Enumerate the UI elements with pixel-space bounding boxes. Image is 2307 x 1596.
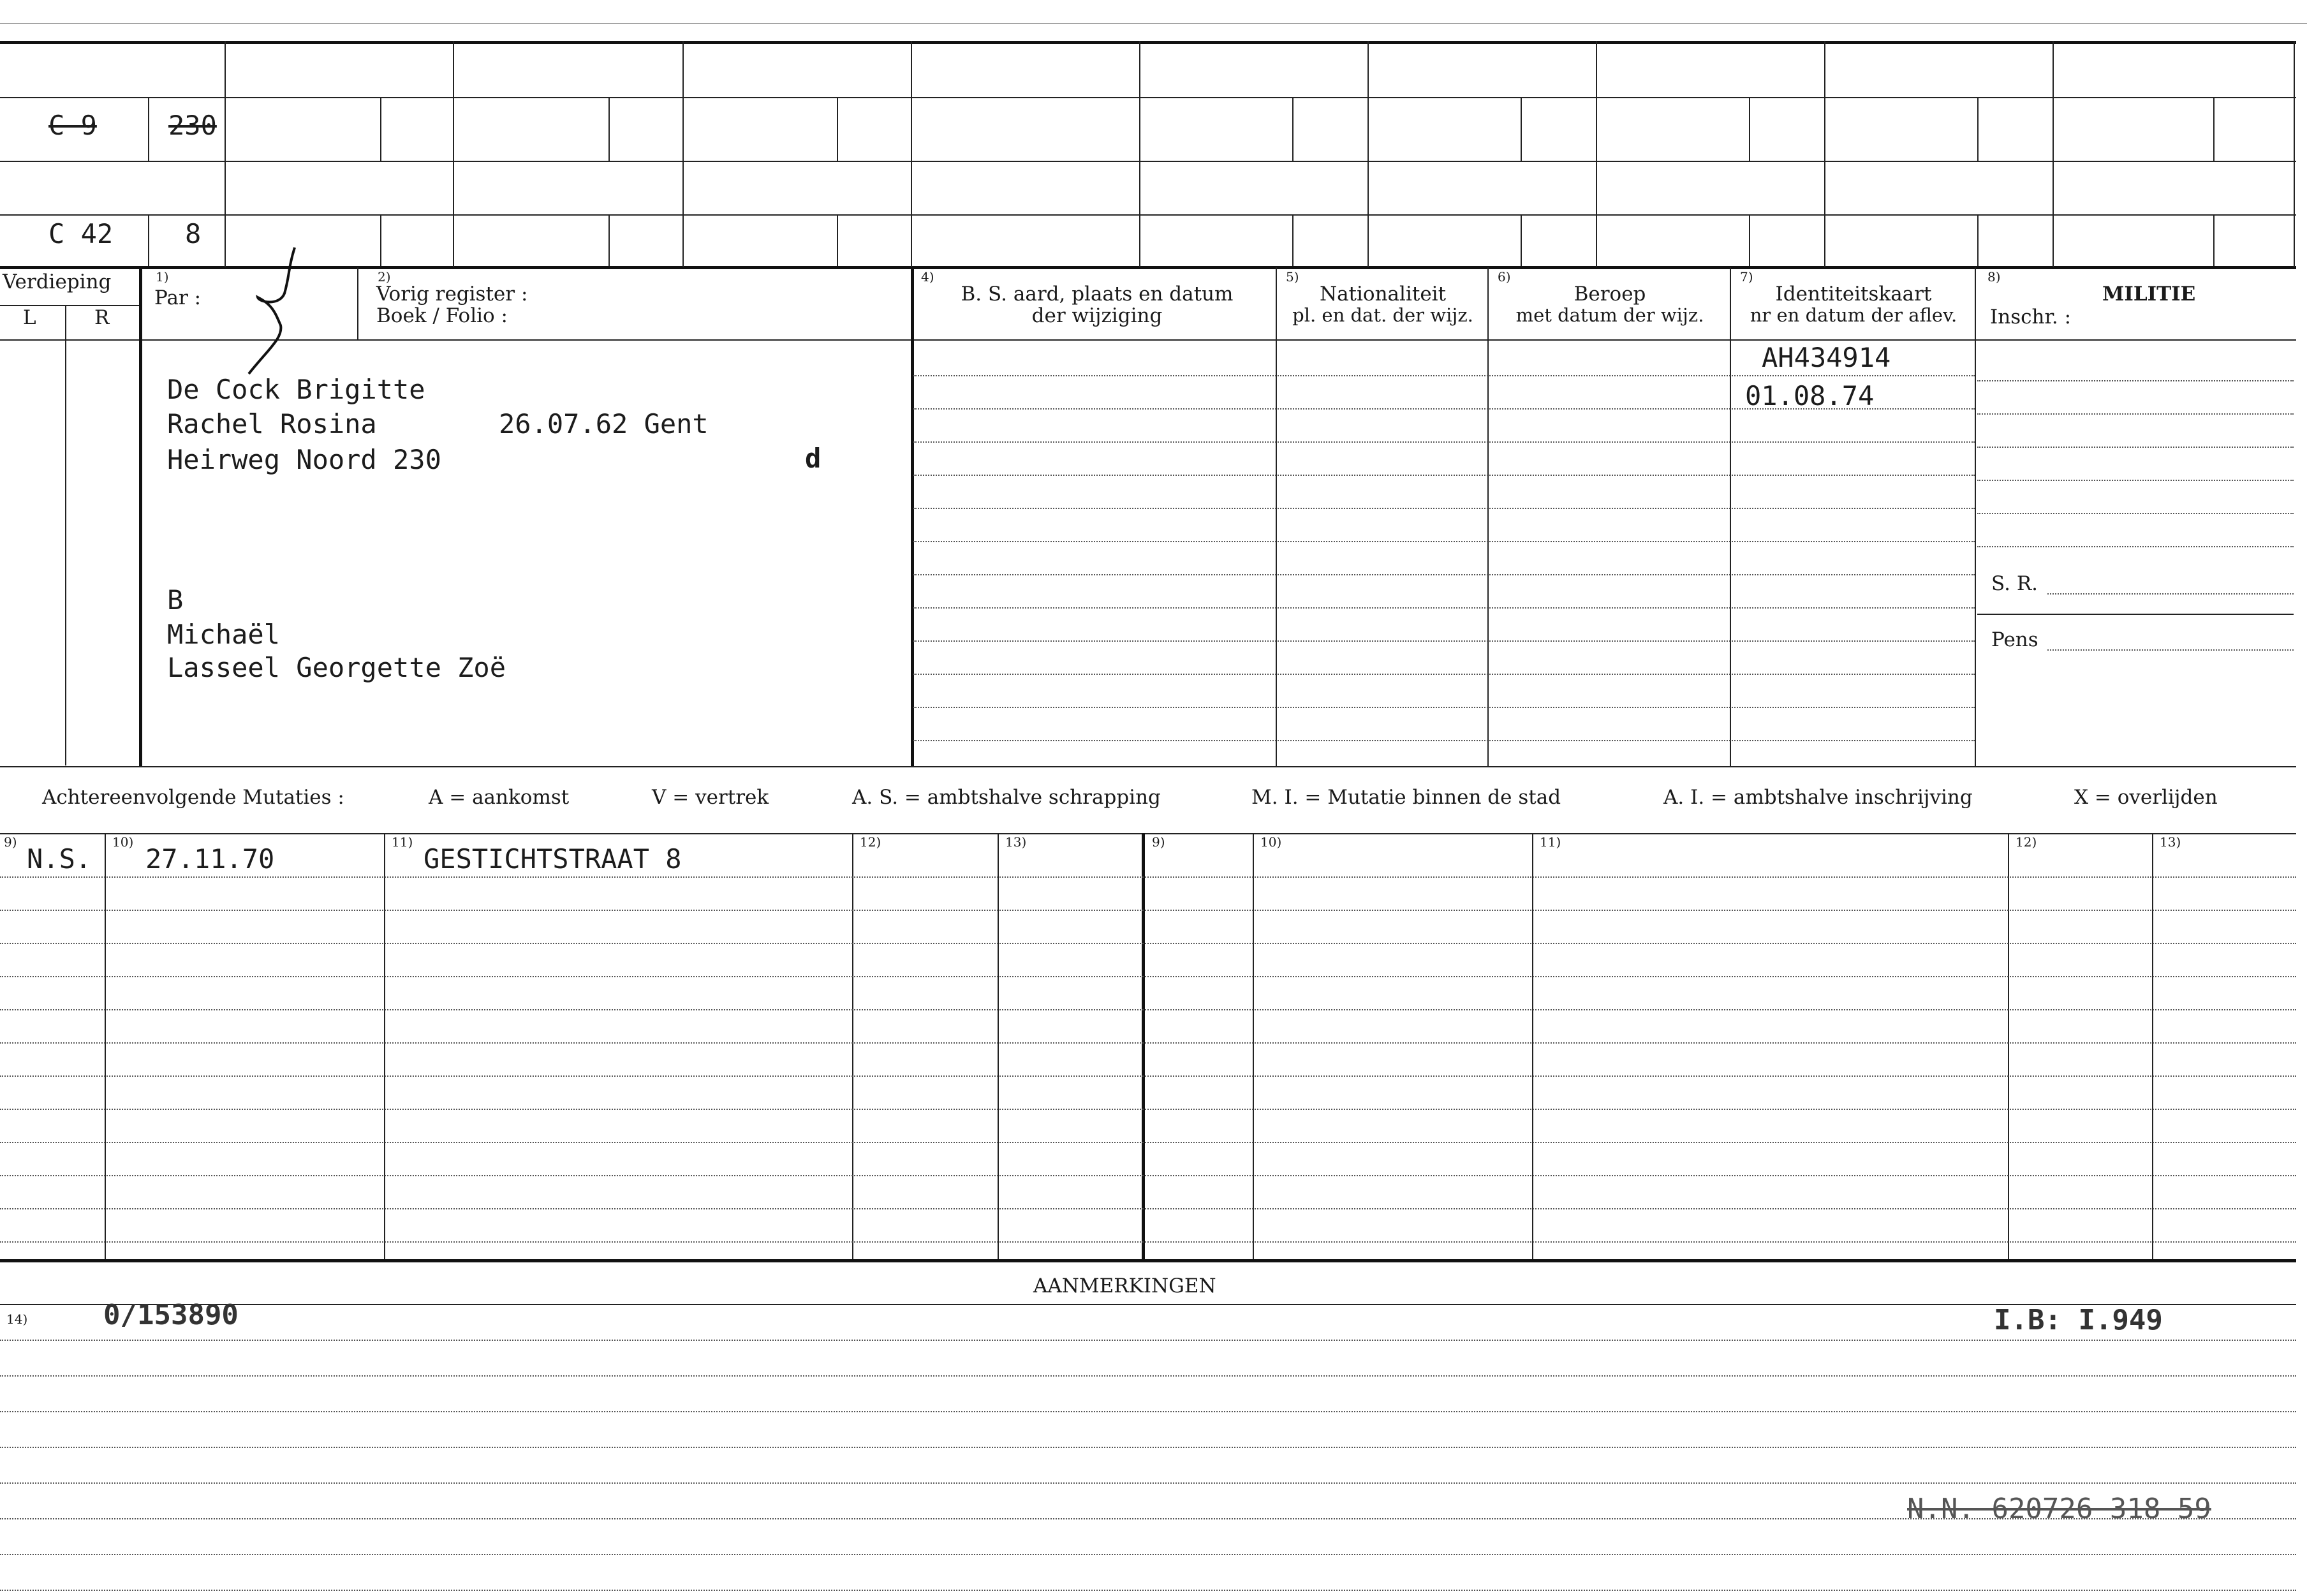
verdieping-divider — [139, 267, 142, 766]
body-bottom — [0, 766, 2296, 767]
grid-subline — [1749, 214, 1750, 266]
grid-subline — [837, 97, 838, 161]
mut-ruled-line — [0, 910, 2296, 911]
militie-line — [1977, 513, 2294, 514]
militie-line — [1977, 480, 2294, 481]
grid-subline — [1292, 214, 1294, 266]
ruled-line — [913, 441, 1975, 443]
grid-subline — [2213, 97, 2215, 161]
mut-ruled-line — [0, 1241, 2296, 1243]
sr-label: S. R. — [1991, 572, 2038, 595]
grid-subline — [2213, 214, 2215, 266]
remarks-reference: 0/153890 — [103, 1299, 239, 1331]
col-10-number: 10) — [112, 834, 134, 850]
field-5-number: 5) — [1286, 269, 1299, 284]
person-address: Heirweg Noord 230 — [167, 444, 441, 475]
mutations-bottom — [0, 1259, 2296, 1262]
ruled-line — [913, 740, 1975, 741]
mut-vline — [105, 833, 106, 1259]
grid-subline — [608, 214, 610, 266]
remarks-ruled-line — [0, 1590, 2296, 1591]
ruled-line — [913, 541, 1975, 542]
grid-line — [0, 97, 2296, 98]
field-2-number: 2) — [378, 269, 391, 284]
sr-fill-line — [2047, 593, 2294, 595]
grid-subline — [1521, 97, 1522, 161]
ruled-line — [913, 607, 1975, 609]
remarks-line — [0, 1304, 2296, 1305]
mut-vline — [1253, 833, 1254, 1259]
field-7-number: 7) — [1740, 269, 1753, 284]
grid-subline — [1977, 214, 1979, 266]
col-r-label: R — [94, 306, 110, 329]
old-code: C 9 — [48, 110, 97, 141]
grid-vline — [2053, 41, 2054, 267]
militie-line — [1977, 380, 2294, 381]
grid-subline — [837, 214, 838, 266]
grid-subline — [1521, 214, 1522, 266]
grid-subline — [1977, 97, 1979, 161]
remarks-title: AANMERKINGEN — [1033, 1275, 1216, 1297]
person-given-names: Rachel Rosina — [167, 408, 377, 440]
grid-subline — [608, 97, 610, 161]
f7-divider — [1730, 267, 1731, 766]
grid-vline — [1367, 41, 1369, 267]
militie-line — [1977, 413, 2294, 415]
remarks-ib: I.B: I.949 — [1994, 1304, 2163, 1336]
ruled-line — [913, 674, 1975, 675]
f6-divider — [1487, 267, 1489, 766]
legend-a: A = aankomst — [429, 786, 570, 809]
legend-as: A. S. = ambtshalve schrapping — [852, 786, 1161, 809]
grid-subline — [380, 97, 381, 161]
nationaliteit-label-2: pl. en dat. der wijz. — [1292, 304, 1473, 326]
mut-ruled-line — [0, 1009, 2296, 1010]
beroep-label-2: met datum der wijz. — [1515, 304, 1704, 326]
grid-vline — [911, 41, 912, 267]
mark-d: d — [805, 443, 822, 474]
mut-ruled-line — [0, 1142, 2296, 1143]
id-card-date: 01.08.74 — [1745, 380, 1875, 411]
mutation-address: GESTICHTSTRAAT 8 — [424, 843, 682, 875]
beroep-label: Beroep — [1574, 283, 1646, 306]
mut-ruled-line — [0, 1042, 2296, 1044]
militie-line — [1977, 447, 2294, 448]
field-8-number: 8) — [1987, 269, 2001, 284]
grid-subline — [1749, 97, 1750, 161]
identiteitskaart-label: Identiteitskaart — [1775, 283, 1932, 306]
col-13b-number: 13) — [2160, 834, 2181, 850]
lr-divider — [65, 305, 66, 765]
mut-ruled-line — [0, 976, 2296, 977]
col-10b-number: 10) — [1260, 834, 1282, 850]
legend-title: Achtereenvolgende Mutaties : — [42, 786, 344, 809]
mut-ruled-line — [0, 1208, 2296, 1209]
pens-label: Pens — [1991, 628, 2038, 651]
f5-divider — [1276, 267, 1277, 766]
grid-line-thick — [0, 266, 2296, 269]
grid-vline — [453, 41, 454, 267]
remarks-ruled-line — [0, 1447, 2296, 1448]
ruled-line — [913, 375, 1975, 376]
field-14-number: 14) — [6, 1312, 28, 1327]
ruled-line — [913, 508, 1975, 509]
grid-vline — [1596, 41, 1597, 267]
legend-ai: A. I. = ambtshalve inschrijving — [1663, 786, 1973, 809]
militie-sr-line — [1977, 614, 2294, 615]
header-bottom — [0, 339, 2296, 341]
grid-vline — [225, 41, 226, 267]
mutation-type: N.S. — [27, 843, 92, 875]
par-mark-signature — [242, 242, 319, 383]
f4-divider — [911, 267, 914, 766]
col-12-number: 12) — [860, 834, 881, 850]
mut-vline — [2152, 833, 2153, 1259]
identiteitskaart-label-2: nr en datum der aflev. — [1750, 304, 1957, 326]
mut-vline — [2008, 833, 2009, 1259]
national-number: N.N. 620726 318 59 — [1907, 1493, 2211, 1525]
col-13-number: 13) — [1005, 834, 1027, 850]
mut-mid-divider — [1142, 833, 1145, 1259]
legend-mi: M. I. = Mutatie binnen de stad — [1251, 786, 1561, 809]
f8-divider — [1975, 267, 1976, 766]
par-label: Par : — [154, 286, 202, 309]
mut-vline — [1532, 833, 1533, 1259]
col-11-number: 11) — [392, 834, 413, 850]
field-1-number: 1) — [156, 269, 169, 284]
inschr-label: Inschr. : — [1990, 306, 2072, 329]
ruled-line — [913, 475, 1975, 476]
grid-line — [0, 161, 2296, 162]
militie-line — [1977, 546, 2294, 547]
grid-vline — [682, 41, 684, 267]
id-card-number: AH434914 — [1762, 342, 1891, 373]
mut-ruled-line — [0, 1175, 2296, 1176]
mut-ruled-line — [0, 1075, 2296, 1077]
legend-x: X = overlijden — [2074, 786, 2218, 809]
grid-subline — [148, 214, 149, 266]
bs-label: B. S. aard, plaats en datum — [961, 283, 1234, 306]
remarks-ruled-line — [0, 1340, 2296, 1341]
mut-vline — [998, 833, 999, 1259]
ruled-line — [913, 707, 1975, 708]
grid-vline — [1139, 41, 1140, 267]
person-birth: 26.07.62 Gent — [499, 408, 709, 440]
col-12b-number: 12) — [2016, 834, 2037, 850]
mut-vline — [384, 833, 385, 1259]
number: 8 — [185, 218, 202, 249]
grid-line — [0, 214, 2296, 216]
col-11b-number: 11) — [1540, 834, 1561, 850]
mut-ruled-line — [0, 1109, 2296, 1110]
mut-vline — [852, 833, 853, 1259]
mut-ruled-line — [0, 943, 2296, 944]
remarks-ruled-line — [0, 1411, 2296, 1412]
legend-v: V = vertrek — [652, 786, 769, 809]
grid-vline — [1824, 41, 1825, 267]
bs-label-2: der wijziging — [1031, 304, 1163, 327]
vorig-register-label: Vorig register : — [376, 283, 528, 306]
pens-fill-line — [2047, 649, 2294, 651]
verdieping-split — [0, 305, 139, 306]
grid-subline — [148, 97, 149, 161]
top-border — [0, 41, 2296, 44]
code: C 42 — [48, 218, 114, 249]
father-name: Michaël — [167, 619, 281, 650]
nationaliteit-label: Nationaliteit — [1319, 283, 1447, 306]
top-edge — [0, 23, 2307, 24]
mark-b: B — [167, 584, 184, 616]
col-l-label: L — [23, 306, 36, 329]
grid-subline — [380, 214, 381, 266]
boek-folio-label: Boek / Folio : — [376, 304, 508, 327]
ruled-line — [913, 640, 1975, 642]
col-9b-number: 9) — [1152, 834, 1165, 850]
person-name: De Cock Brigitte — [167, 374, 425, 405]
mutation-date: 27.11.70 — [145, 843, 275, 875]
grid-vline — [2294, 41, 2295, 267]
remarks-ruled-line — [0, 1554, 2296, 1555]
f2-divider — [357, 267, 358, 339]
field-6-number: 6) — [1498, 269, 1511, 284]
mutations-top — [0, 833, 2296, 834]
col-9-number: 9) — [4, 834, 17, 850]
grid-subline — [1292, 97, 1294, 161]
mother-name: Lasseel Georgette Zoë — [167, 652, 506, 683]
verdieping-label: Verdieping — [3, 270, 112, 293]
militie-title: MILITIE — [2102, 283, 2196, 306]
old-number: 230 — [168, 110, 217, 141]
mut-ruled-line — [0, 876, 2296, 878]
remarks-ruled-line — [0, 1482, 2296, 1484]
ruled-line — [913, 574, 1975, 575]
field-4-number: 4) — [921, 269, 934, 284]
remarks-ruled-line — [0, 1375, 2296, 1377]
